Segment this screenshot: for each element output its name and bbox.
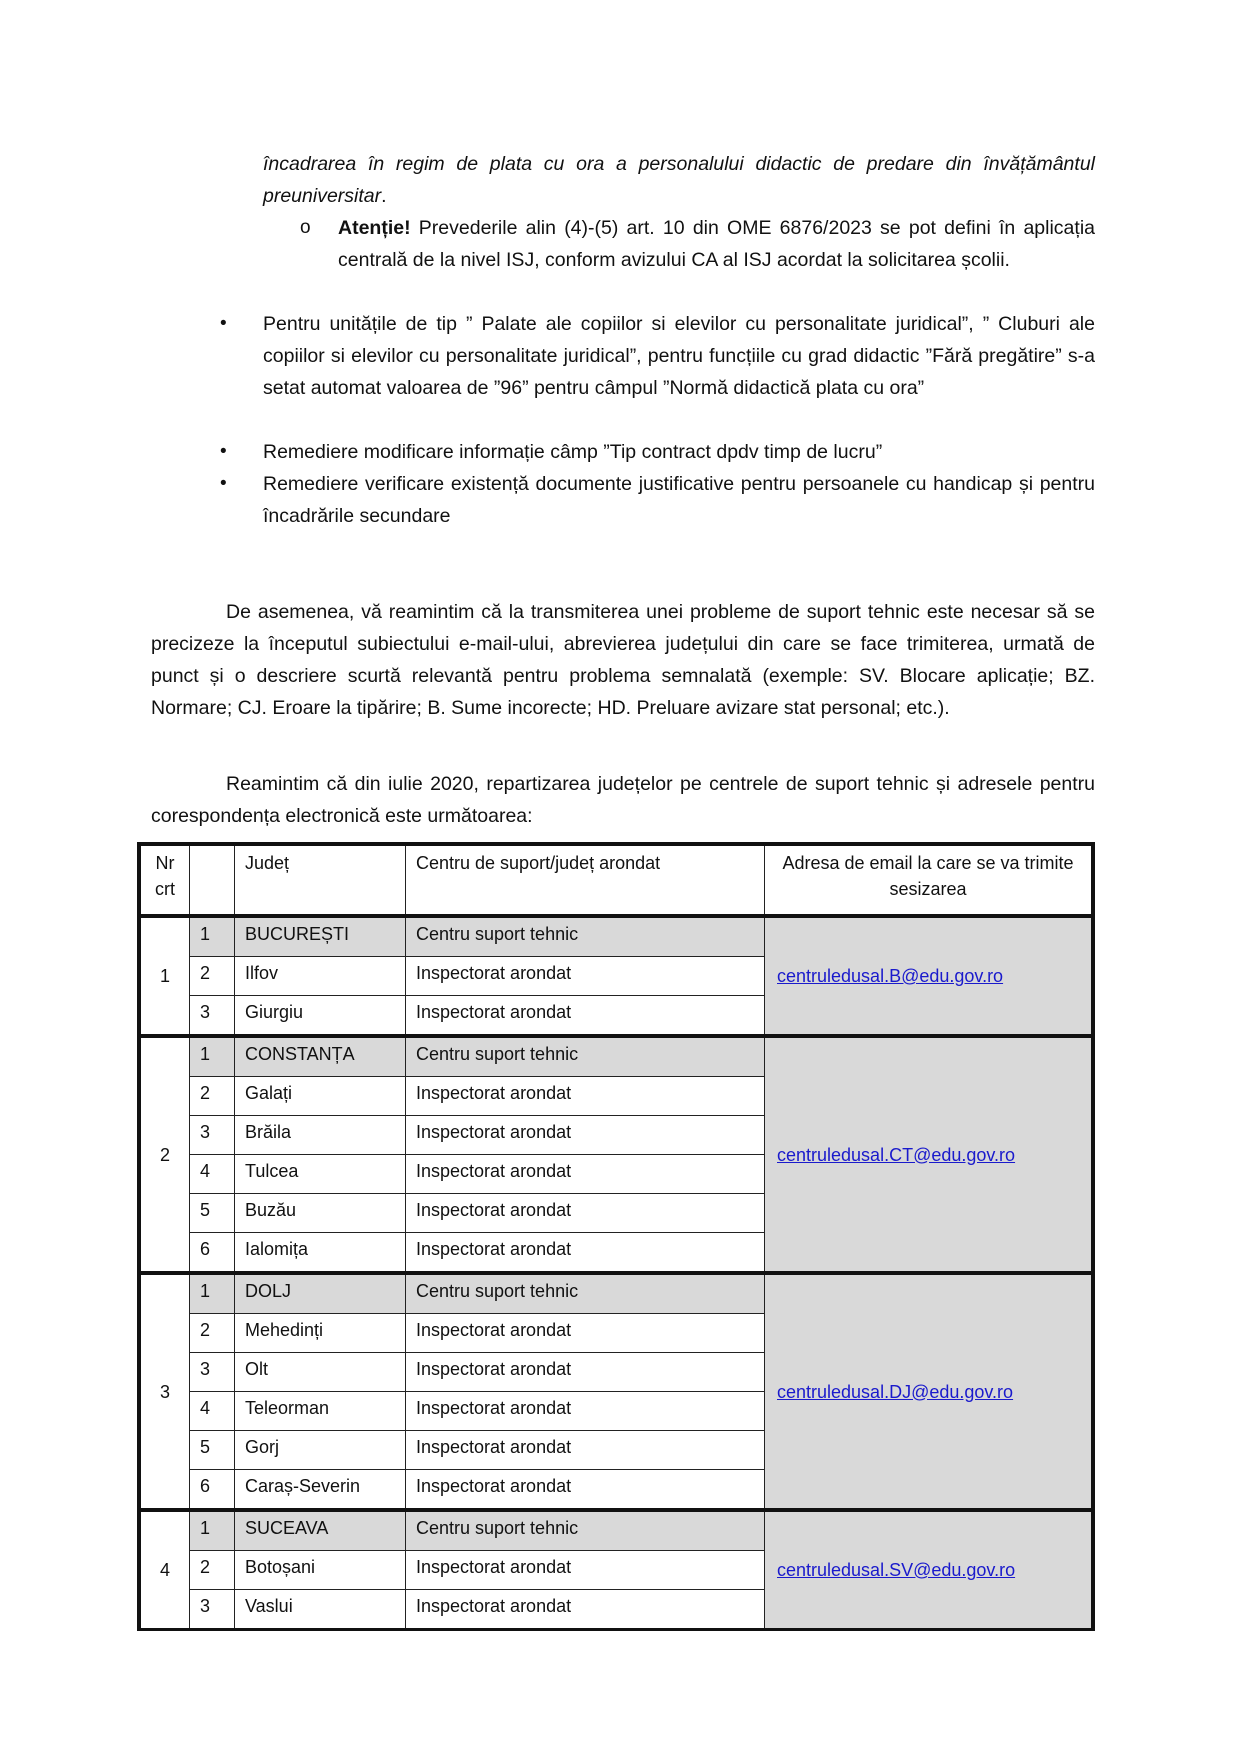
row-index: 3 [190, 1590, 235, 1630]
email-link[interactable]: centruledusal.SV@edu.gov.ro [777, 1560, 1016, 1580]
row-centru: Inspectorat arondat [406, 1116, 765, 1155]
row-judet: BUCUREȘTI [235, 916, 406, 957]
row-centru: Inspectorat arondat [406, 1155, 765, 1194]
group-email-cell [765, 1510, 1094, 1630]
row-judet: Mehedinți [235, 1314, 406, 1353]
row-judet: Botoșani [235, 1551, 406, 1590]
table-row [139, 1036, 1093, 1077]
header-email: Adresa de email la care se va trimite sesizarea [765, 844, 1094, 916]
group-number: 2 [139, 1036, 190, 1273]
bullet-item [220, 436, 1095, 468]
table-row [139, 916, 1093, 957]
row-index: 3 [190, 1353, 235, 1392]
row-judet: Brăila [235, 1116, 406, 1155]
continuation-text [263, 148, 1095, 212]
bullet-text: Remediere verificare existență documente justificative pentru persoanele cu handicap și pentru încadrările secundare [263, 473, 1095, 527]
group-number: 3 [139, 1273, 190, 1510]
table-row [139, 1273, 1093, 1314]
paragraph-distribution-intro: Reamintim că din iulie 2020, repartizarea județelor pe centrele de suport tehnic și adresele pentru corespondența electronică este următoarea: [151, 773, 1095, 827]
row-centru: Inspectorat arondat [406, 1077, 765, 1116]
email-link[interactable]: centruledusal.DJ@edu.gov.ro [777, 1381, 1014, 1402]
row-judet: Ialomița [235, 1233, 406, 1274]
continuation-end: . [381, 185, 387, 207]
header-centru: Centru de suport/județ arondat [406, 844, 765, 916]
row-centru: Centru suport tehnic [406, 916, 765, 957]
group-number: 1 [139, 916, 190, 1036]
row-judet: Vaslui [235, 1590, 406, 1630]
header-nr-crt: Nr crt [139, 844, 190, 916]
support-centers-table [137, 842, 1095, 1631]
row-centru: Centru suport tehnic [406, 1036, 765, 1077]
bullet-icon: • [220, 473, 227, 494]
bullet-text: Pentru unitățile de tip ” Palate ale copiilor si elevilor cu personalitate juridical”, ” Cluburi ale copiilor si elevilor cu personalitate juridical”, pentru funcțiile cu grad didactic ”Fără pregătire” s-a setat automat valoarea de ”96” pentru câmpul ”Normă didactică plata cu ora” [263, 313, 1095, 399]
bullet-item [220, 308, 1095, 404]
row-centru: Inspectorat arondat [406, 1551, 765, 1590]
group-email-cell [765, 1273, 1094, 1510]
row-index: 6 [190, 1470, 235, 1511]
row-judet: Teleorman [235, 1392, 406, 1431]
row-index: 1 [190, 1273, 235, 1314]
row-index: 2 [190, 1077, 235, 1116]
row-centru: Inspectorat arondat [406, 1392, 765, 1431]
bullet-text: Remediere modificare informație câmp ”Tip contract dpdv timp de lucru” [263, 441, 883, 463]
bullet-icon: • [220, 313, 227, 334]
row-judet: SUCEAVA [235, 1510, 406, 1551]
row-index: 1 [190, 1510, 235, 1551]
row-index: 4 [190, 1155, 235, 1194]
row-judet: Olt [235, 1353, 406, 1392]
row-judet: Buzău [235, 1194, 406, 1233]
row-centru: Inspectorat arondat [406, 1590, 765, 1630]
row-judet: DOLJ [235, 1273, 406, 1314]
row-centru: Centru suport tehnic [406, 1273, 765, 1314]
row-index: 2 [190, 1314, 235, 1353]
row-index: 5 [190, 1194, 235, 1233]
row-judet: Caraș-Severin [235, 1470, 406, 1511]
group-email-cell [765, 1036, 1094, 1273]
attention-label: Atenție! [338, 217, 411, 239]
row-judet: Giurgiu [235, 996, 406, 1037]
row-centru: Centru suport tehnic [406, 1510, 765, 1551]
row-judet: CONSTANȚA [235, 1036, 406, 1077]
row-index: 4 [190, 1392, 235, 1431]
row-index: 2 [190, 1551, 235, 1590]
row-centru: Inspectorat arondat [406, 1314, 765, 1353]
row-centru: Inspectorat arondat [406, 996, 765, 1037]
row-index: 1 [190, 916, 235, 957]
row-index: 2 [190, 957, 235, 996]
row-index: 1 [190, 1036, 235, 1077]
row-centru: Inspectorat arondat [406, 1194, 765, 1233]
sub-bullet-text [338, 212, 1095, 276]
table-header-row [139, 844, 1093, 916]
row-index: 3 [190, 996, 235, 1037]
row-centru: Inspectorat arondat [406, 1431, 765, 1470]
table-row [139, 1510, 1093, 1551]
row-centru: Inspectorat arondat [406, 1470, 765, 1511]
row-centru: Inspectorat arondat [406, 1353, 765, 1392]
row-index: 5 [190, 1431, 235, 1470]
bullet-icon: • [220, 441, 227, 462]
bullet-item [220, 468, 1095, 532]
sub-bullet-attention [300, 212, 1095, 276]
header-judet: Județ [235, 844, 406, 916]
group-number: 4 [139, 1510, 190, 1630]
row-judet: Galați [235, 1077, 406, 1116]
paragraph-support-request: De asemenea, vă reamintim că la transmiterea unei probleme de suport tehnic este necesar să se precizeze la începutul subiectului e-mail-ului, abrevierea județului din care se face trimiterea, urmată de punct și o descriere scurtă relevantă pentru problema semnalată (exemple: SV. Blocare aplicație; BZ. Normare; CJ. Eroare la tipărire; B. Sume incorecte; HD. Preluare avizare stat personal; etc.). [151, 601, 1095, 719]
continuation-body: încadrarea în regim de plata cu ora a personalului didactic de predare din învățământul preuniversitar [263, 153, 1095, 207]
row-judet: Tulcea [235, 1155, 406, 1194]
group-email-cell [765, 916, 1094, 1036]
attention-body: Prevederile alin (4)-(5) art. 10 din OME 6876/2023 se pot defini în aplicația centrală de la nivel ISJ, conform avizului CA al ISJ acordat la solicitarea școlii. [338, 217, 1095, 271]
row-index: 6 [190, 1233, 235, 1274]
row-centru: Inspectorat arondat [406, 957, 765, 996]
header-index [190, 844, 235, 916]
row-centru: Inspectorat arondat [406, 1233, 765, 1274]
row-index: 3 [190, 1116, 235, 1155]
circle-bullet-icon: o [300, 217, 311, 238]
email-link[interactable]: centruledusal.B@edu.gov.ro [777, 966, 1004, 986]
row-judet: Gorj [235, 1431, 406, 1470]
email-link[interactable]: centruledusal.CT@edu.gov.ro [777, 1144, 1016, 1165]
row-judet: Ilfov [235, 957, 406, 996]
